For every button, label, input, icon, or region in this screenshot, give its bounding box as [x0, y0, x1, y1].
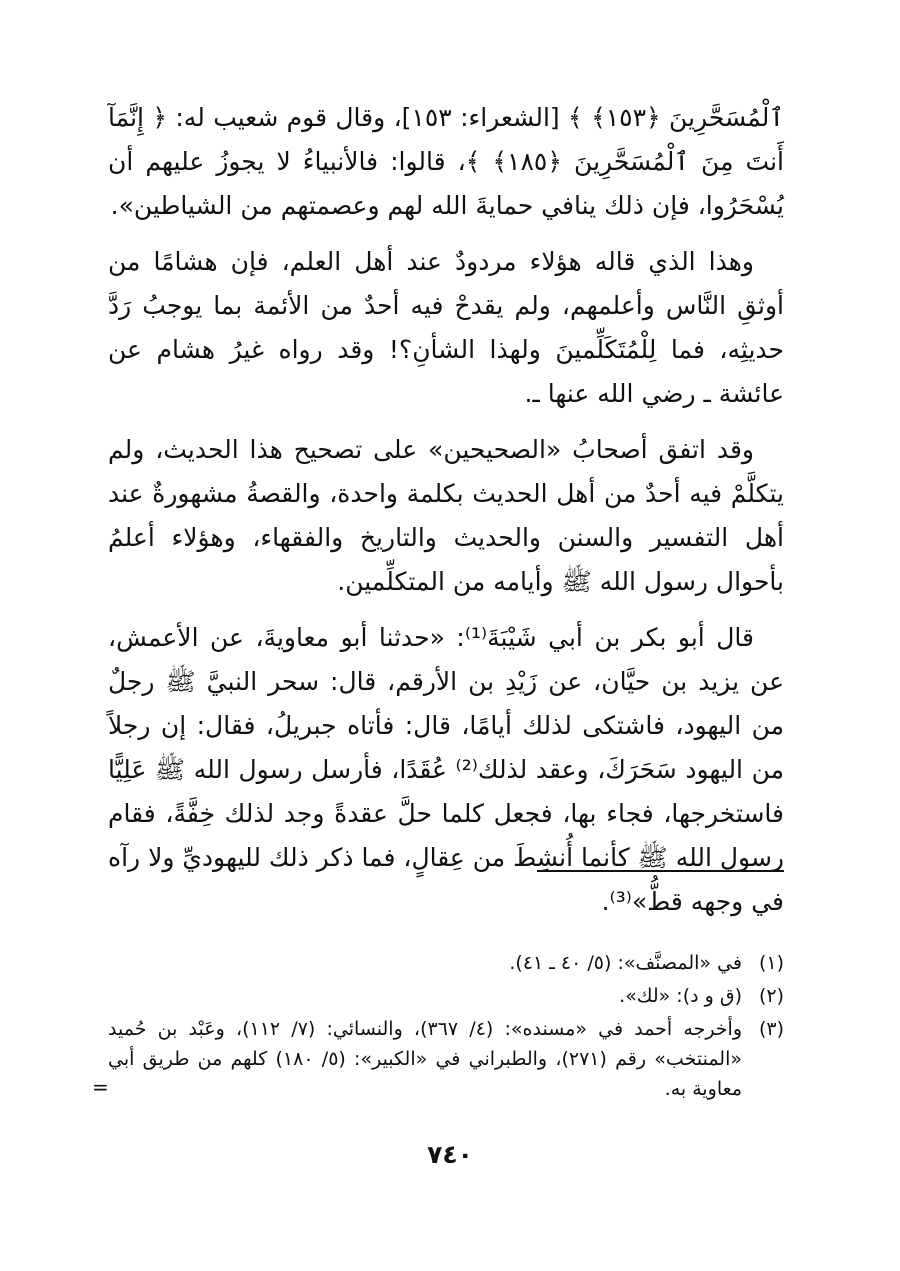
footnote-2	[108, 981, 784, 1011]
footnotes	[108, 948, 784, 1107]
footnote-text: في «المصنَّف»: (٥/ ٤٠ ـ ٤١).	[509, 952, 742, 974]
footnote-number: (٢)	[758, 985, 784, 1007]
footnote-3	[108, 1014, 784, 1104]
footnote-number: (١)	[758, 952, 784, 974]
footnote-1	[108, 948, 784, 978]
page-number: ٧٤٠	[427, 1140, 473, 1169]
continuation-mark: =	[92, 1075, 109, 1099]
paragraph-2: وهذا الذي قاله هؤلاء مردودٌ عند أهل العلم، فإن هشامًا من أوثقِ النَّاس وأعلمهم، ولم يقدحْ فيه أحدٌ من الأئمة بما يوجبُ رَدَّ حديثِه، فما لِلْمُتَكَلِّمينَ ولهذا الشأنِ؟! وقد رواه غيرُ هشام عن عائشة ـ رضي الله عنها ـ.	[108, 247, 784, 408]
paragraph-3: وقد اتفق أصحابُ «الصحيحين» على تصحيح هذا الحديث، ولم يتكلَّمْ فيه أحدٌ من أهل الحديث بكلمة واحدة، والقصةُ مشهورةٌ عند أهل التفسير والسنن والحديث والتاريخ والفقهاء، وهؤلاء أعلمُ بأحوال رسول الله ﷺ وأيامه من المتكلِّمين.	[108, 435, 784, 596]
footnote-text: (ق و د): «لك».	[619, 985, 742, 1007]
footnote-text: وأخرجه أحمد في «مسنده»: (٤/ ٣٦٧)، والنسائي: (٧/ ١١٢)، وعَبْد بن حُميد «المنتخب» رقم (٢٧١)، والطبراني في «الكبير»: (٥/ ١٨٠) كلهم من طريق أبي معاوية به.	[108, 1018, 742, 1100]
main-text	[108, 96, 784, 936]
footnote-number: (٣)	[758, 1018, 784, 1040]
paragraph-4: قال أبو بكر بن أبي شَيْبَةَ⁽¹⁾: «حدثنا أبو معاويةَ، عن الأعمش، عن يزيد بن حيَّان، عن زَيْدِ بن الأرقم، قال: سحر النبيَّ ﷺ رجلٌ من اليهود، فاشتكى لذلك أيامًا، قال: فأتاه جبريلُ، فقال: إن رجلاً من اليهود سَحَرَكَ، وعقد لذلك⁽²⁾ عُقَدًا، فأرسل رسول الله ﷺ عَلِيًّا فاستخرجها، فجاء بها، فجعل كلما حلَّ عقدةً وجد لذلك خِفَّةً، فقام رسول الله ﷺ كأنما أُنشِطَ من عِقالٍ، فما ذكر ذلك لليهوديِّ ولا رآه في وجهه قطُّ»⁽³⁾.	[108, 623, 784, 916]
footnote-separator	[537, 870, 784, 872]
paragraph-1: ٱلْمُسَحَّرِينَ ﴿١٥٣﴾ ﴾ [الشعراء: ١٥٣]، وقال قوم شعيب له: ﴿ إِنَّمَآ أَنتَ مِنَ ٱلْمُسَحَّرِينَ ﴿١٨٥﴾ ﴾، قالوا: فالأنبياءُ لا يجوزُ عليهم أن يُسْحَرُوا، فإن ذلك ينافي حمايةَ الله لهم وعصمتهم من الشياطين».	[108, 103, 784, 220]
